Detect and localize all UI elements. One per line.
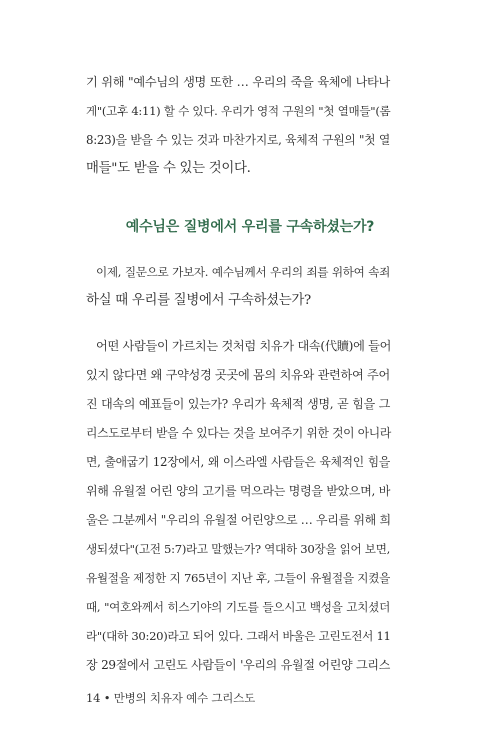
paragraph2-line-1: 이제, 질문으로 가보자. 예수님께서 우리의 죄를 위하여 속죄 xyxy=(96,265,390,279)
paragraph3-line-1: 어떤 사람들이 가르치는 것처럼 치유가 대속(代贖)에 들어 xyxy=(96,339,392,353)
paragraph3-line-3: 진 대속의 예표들이 있는가? 우리가 육체적 생명, 곧 힘을 그 xyxy=(86,397,390,411)
paragraph1-line-4: 매들"도 받을 수 있는 것이다. xyxy=(86,161,251,176)
paragraph3-line-12: 장 29절에서 고린도 사람들이 '우리의 유월절 어린양 그리스 xyxy=(86,658,390,672)
paragraph1-line-3: 8:23)을 받을 수 있는 것과 마찬가지로, 육체적 구원의 "첫 열 xyxy=(86,133,390,147)
paragraph3-line-11: 라"(대하 30:20)라고 되어 있다. 그래서 바울은 고린도전서 11 xyxy=(86,629,391,643)
paragraph1-line-2: 게"(고후 4:11) 할 수 있다. 우리가 영적 구원의 "첫 열매들"(롬 xyxy=(86,104,391,118)
section-heading: 예수님은 질병에서 우리를 구속하셨는가? xyxy=(125,219,375,235)
paragraph3-line-7: 울은 그분께서 "우리의 유월절 어린양으로 … 우리를 위해 희 xyxy=(86,513,391,527)
paragraph3-line-5: 면, 출애굽기 12장에서, 왜 이스라엘 사람들은 육체적인 힘을 xyxy=(86,455,390,469)
paragraph3-line-8: 생되셨다"(고전 5:7)라고 말했는가? 역대하 30장을 읽어 보면, xyxy=(86,542,390,556)
paragraph2-line-2: 하실 때 우리를 질병에서 구속하셨는가? xyxy=(86,293,311,308)
paragraph1-line-1: 기 위해 "예수님의 생명 또한 … 우리의 죽을 육체에 나타나 xyxy=(86,75,390,89)
paragraph3-line-4: 리스도로부터 받을 수 있다는 것을 보여주기 위한 것이 아니라 xyxy=(86,426,391,440)
paragraph3-line-6: 위해 유월절 어린 양의 고기를 먹으라는 명령을 받았으며, 바 xyxy=(86,484,390,498)
paragraph3-line-10: 때, "여호와께서 히스기야의 기도를 들으시고 백성을 고치셨더 xyxy=(86,600,390,614)
paragraph3-line-9: 유월절을 제정한 지 765년이 지난 후, 그들이 유월절을 지켰을 xyxy=(86,571,390,585)
paragraph3-line-2: 있지 않다면 왜 구약성경 곳곳에 몸의 치유와 관련하여 주어 xyxy=(86,368,390,382)
page-footer: 14 • 만병의 치유자 예수 그리스도 xyxy=(86,691,256,705)
